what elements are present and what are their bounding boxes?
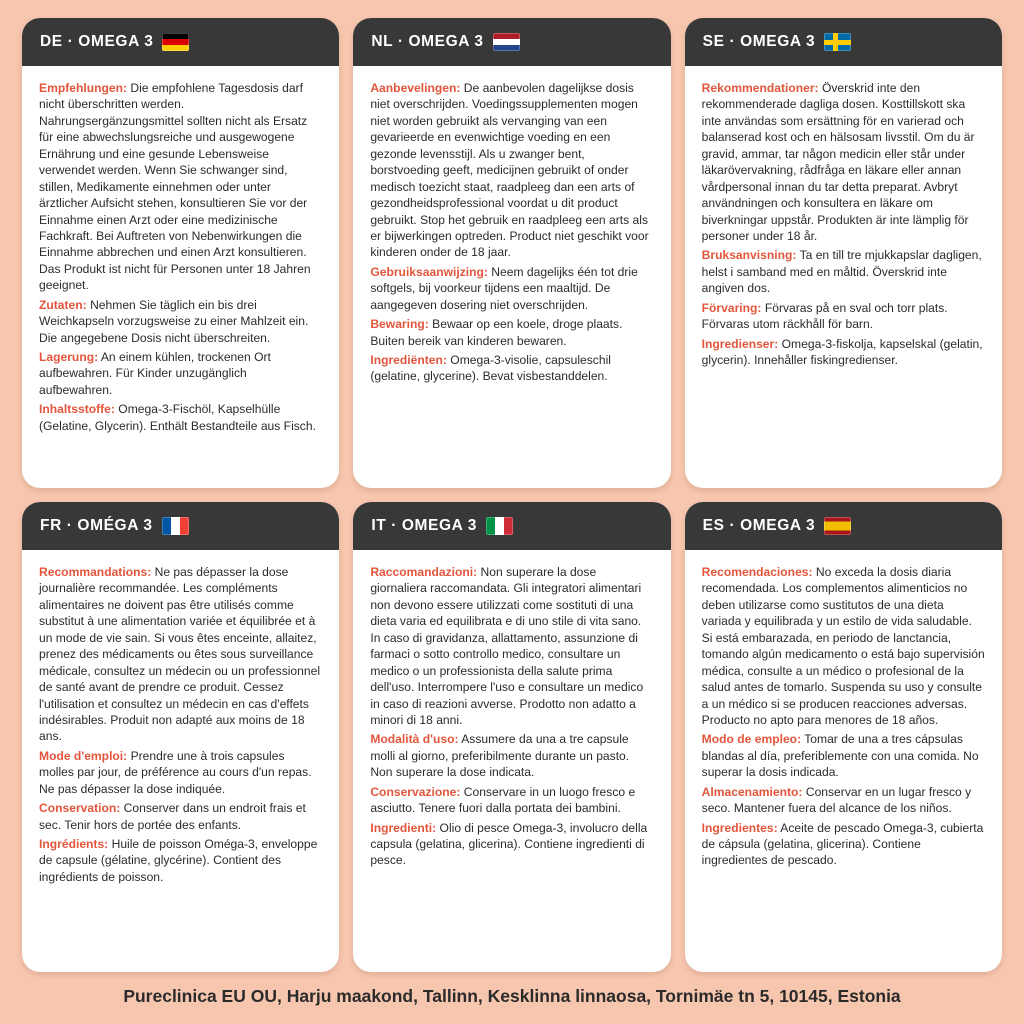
card-body bbox=[353, 550, 670, 972]
section-label: Conservation: bbox=[39, 801, 121, 816]
section-label: Bewaring: bbox=[370, 317, 429, 332]
section-paragraph bbox=[702, 300, 985, 333]
section-paragraph bbox=[370, 316, 653, 349]
section-text: Tomar de una a tres cápsulas blandas al día, preferiblemente con una comida. No superar la dosis indicada. bbox=[701, 732, 979, 780]
flag-france-icon bbox=[162, 517, 189, 535]
language-card-es bbox=[685, 502, 1002, 972]
section-label: Modo de empleo: bbox=[701, 732, 802, 747]
flag-italy-icon bbox=[486, 517, 513, 535]
section-text: Die empfohlene Tagesdosis darf nicht überschritten werden. Nahrungsergänzungsmittel sollten nicht als Ersatz für eine abwechslungsreiche und ausgewogene Ernährung und eine gesunde Lebensweise verwendet werden. Wenn Sie schwanger sind, stillen, Medikamente einnehmen oder unter ärztlicher Aufsicht stehen, konsultieren Sie vor der Einnahme einen Arzt oder eine medizinische Fachkraft. Bei Auftreten von Nebenwirkungen die Einnahme abbrechen und einen Arzt konsultieren. Das Produkt ist nicht für Personen unter 18 Jahren geeignet. bbox=[39, 81, 311, 293]
section-paragraph bbox=[702, 80, 985, 244]
section-text: Aceite de pescado Omega-3, cubierta de cápsula (gelatina, glicerina). Contiene ingredientes de pescado. bbox=[701, 820, 984, 868]
section-label: Raccomandazioni: bbox=[370, 565, 478, 579]
section-text: Omega-3-fiskolja, kapselskal (gelatin, glycerin). Innehåller fiskingredienser. bbox=[701, 336, 983, 367]
section-label: Ingrediënten: bbox=[370, 353, 447, 367]
section-label: Conservazione: bbox=[370, 784, 461, 799]
section-label: Bruksanvisning: bbox=[701, 248, 797, 263]
section-label: Förvaring: bbox=[701, 300, 762, 315]
card-header bbox=[353, 18, 670, 66]
section-text: Conservar en un lugar fresco y seco. Mantener fuera del alcance de los niños. bbox=[701, 784, 972, 816]
section-text: Omega-3-visolie, capsuleschil (gelatine, glycerine). Bevat visbestanddelen. bbox=[370, 353, 611, 384]
section-text: Conserver dans un endroit frais et sec. Tenir hors de portée des enfants. bbox=[39, 801, 306, 832]
section-label: Modalità d'uso: bbox=[370, 732, 459, 747]
language-card-de bbox=[22, 18, 339, 488]
card-header bbox=[685, 502, 1002, 550]
section-paragraph bbox=[39, 349, 322, 398]
section-text: Nehmen Sie täglich ein bis drei Weichkapseln vorzugsweise zu einer Mahlzeit ein. Die angegebene Dosis nicht überschreiten. bbox=[39, 297, 309, 345]
section-text: Prendre une à trois capsules molles par jour, de préférence au cours d'un repas. Ne pas dépasser la dose indiquée. bbox=[39, 748, 312, 796]
company-address: Pureclinica EU OU, Harju maakond, Tallinn, Kesklinna linnaosa, Tornimäe tn 5, 10145, Estonia bbox=[123, 985, 901, 1006]
section-text: Non superare la dose giornaliera raccomandata. Gli integratori alimentari non devono essere utilizzati come sostituti di una dieta varia ed equilibrata e di uno stile di vita sano. In caso di gravidanza, allattamento, assunzione di farmaci o sotto controllo medico, consultare un medico o un professionista della salute prima dell'uso. Interrompere l'uso e consultare un medico in caso di reazioni avverse. Prodotto non adatto a minori di 18 anni. bbox=[370, 565, 644, 727]
section-paragraph bbox=[39, 564, 322, 745]
section-text: Huile de poisson Oméga-3, enveloppe de capsule (gélatine, glycérine). Contient des ingrédients de poisson. bbox=[39, 837, 318, 884]
section-paragraph bbox=[702, 564, 985, 728]
section-paragraph bbox=[370, 564, 653, 728]
language-card-it bbox=[353, 502, 670, 972]
section-label: Ingrédients: bbox=[39, 837, 109, 851]
section-text: Överskrid inte den rekommenderade dagliga dosen. Kosttillskott ska inte användas som ersättning för en varierad och balanserad kost och en hälsosam livsstil. Om du är gravid, ammar, tar någon medicin eller står under läkarövervakning, rådfråga en läkare eller annan vårdpersonal innan du tar detta preparat. Avbryt användningen och konsultera en läkare om biverkningar uppstår. Produkten är inte lämplig för personer under 18 år. bbox=[701, 81, 975, 243]
section-label: Ingredienti: bbox=[370, 820, 437, 835]
flag-spain-icon bbox=[824, 517, 851, 535]
card-body bbox=[22, 66, 339, 488]
section-label: Rekommendationer: bbox=[701, 81, 819, 95]
section-paragraph bbox=[39, 80, 322, 294]
section-label: Ingredientes: bbox=[701, 820, 778, 835]
card-title: SE · OMEGA 3 bbox=[702, 33, 816, 50]
section-text: Omega-3-Fischöl, Kapselhülle (Gelatine, Glycerin). Enthält Bestandteile aus Fisch. bbox=[39, 402, 316, 433]
section-label: Mode d'emploi: bbox=[39, 748, 128, 763]
card-header bbox=[353, 502, 670, 550]
card-header bbox=[22, 502, 339, 550]
card-title: ES · OMEGA 3 bbox=[702, 517, 816, 534]
card-header bbox=[685, 18, 1002, 66]
section-text: De aanbevolen dagelijkse dosis niet overschrijden. Voedingssupplementen mogen niet worden gebruikt als vervanging van een gevarieerde en evenwichtige voeding en een gezonde levensstijl. Als u zwanger bent, borstvoeding geeft, medicijnen gebruikt of onder medisch toezicht staat, raadpleeg dan een arts of gezondheidsprofessional voordat u dit product gebruikt. Stop het gebruik en raadpleeg een arts als er bijwerkingen optreden. Product niet geschikt voor kinderen onder de 18 jaar. bbox=[370, 81, 649, 260]
section-paragraph bbox=[370, 784, 653, 817]
section-label: Ingredienser: bbox=[701, 336, 779, 351]
section-label: Zutaten: bbox=[39, 297, 87, 312]
card-body bbox=[22, 550, 339, 972]
section-paragraph bbox=[370, 352, 653, 385]
card-body bbox=[685, 550, 1002, 972]
section-text: Ne pas dépasser la dose journalière recommandée. Les compléments alimentaires ne doivent pas être utilisés comme substitut à une alimentation variée et équilibrée et à un mode de vie sain. Si vous êtes enceinte, allaitez, prenez des médicaments ou êtes sous surveillance médicale, consultez un médecin ou un professionnel de santé avant de prendre ce produit. Cessez l'utilisation et consultez un médecin en cas d'effets indésirables. Produit non adapté aux moins de 18 ans. bbox=[39, 565, 321, 744]
section-text: Ta en till tre mjukkapslar dagligen, helst i samband med en måltid. Överskrid inte angiven dos. bbox=[701, 248, 982, 296]
card-body bbox=[353, 66, 670, 488]
section-paragraph bbox=[370, 80, 653, 261]
card-header bbox=[22, 18, 339, 66]
footer bbox=[22, 972, 1002, 1024]
section-text: No exceda la dosis diaria recomendada. Los complementos alimenticios no deben utilizarse como sustitutos de una dieta variada y equilibrada y un estilo de vida saludable. Si está embarazada, en periodo de lanctancia, tomando algún medicamento o está bajo supervisión médica, consulte a un médico o profesional de la salud antes de tomarlo. Suspenda su uso y consulte a un médico si se producen reacciones adversas. Producto no apto para menores de 18 años. bbox=[701, 565, 985, 727]
card-title: IT · OMEGA 3 bbox=[371, 517, 477, 534]
section-label: Lagerung: bbox=[39, 350, 99, 364]
flag-netherlands-icon bbox=[493, 33, 520, 51]
section-text: Bewaar op een koele, droge plaats. Buiten bereik van kinderen bewaren. bbox=[370, 317, 623, 348]
section-paragraph bbox=[39, 800, 322, 833]
section-text: Assumere da una a tre capsule molli al giorno, preferibilmente durante un pasto. Non superare la dose indicata. bbox=[370, 732, 630, 780]
section-paragraph bbox=[370, 264, 653, 313]
section-paragraph bbox=[370, 820, 653, 869]
section-label: Almacenamiento: bbox=[701, 784, 803, 799]
flag-sweden-icon bbox=[824, 33, 851, 51]
section-text: Förvaras på en sval och torr plats. Förvaras utom räckhåll för barn. bbox=[701, 300, 948, 332]
language-card-grid bbox=[22, 18, 1002, 972]
section-paragraph bbox=[702, 731, 985, 780]
section-label: Recomendaciones: bbox=[701, 565, 813, 579]
section-paragraph bbox=[39, 297, 322, 346]
section-paragraph bbox=[39, 401, 322, 434]
section-paragraph bbox=[39, 836, 322, 885]
card-body bbox=[685, 66, 1002, 488]
section-paragraph bbox=[39, 748, 322, 797]
language-card-fr bbox=[22, 502, 339, 972]
language-card-se bbox=[685, 18, 1002, 488]
section-paragraph bbox=[702, 784, 985, 817]
section-label: Inhaltsstoffe: bbox=[39, 402, 115, 417]
section-paragraph bbox=[370, 731, 653, 780]
section-text: Conservare in un luogo fresco e asciutto. Tenere fuori dalla portata dei bambini. bbox=[370, 784, 636, 816]
card-title: FR · OMÉGA 3 bbox=[40, 517, 153, 534]
card-title: DE · OMEGA 3 bbox=[40, 33, 154, 50]
section-text: An einem kühlen, trockenen Ort aufbewahren. Für Kinder unzugänglich aufbewahren. bbox=[39, 350, 271, 397]
section-paragraph bbox=[702, 247, 985, 296]
section-label: Aanbevelingen: bbox=[370, 81, 461, 95]
language-card-nl bbox=[353, 18, 670, 488]
section-label: Recommandations: bbox=[39, 565, 152, 579]
section-text: Olio di pesce Omega-3, involucro della capsula (gelatina, glicerina). Contiene ingredienti di pesce. bbox=[370, 820, 648, 868]
section-paragraph bbox=[702, 820, 985, 869]
section-paragraph bbox=[702, 336, 985, 369]
flag-germany-icon bbox=[162, 33, 189, 51]
section-label: Empfehlungen: bbox=[39, 81, 128, 95]
section-label: Gebruiksaanwijzing: bbox=[370, 264, 488, 279]
section-text: Neem dagelijks één tot drie softgels, bij voorkeur tijdens een maaltijd. De aangegeven dosering niet overschrijden. bbox=[370, 264, 638, 312]
card-title: NL · OMEGA 3 bbox=[371, 33, 484, 50]
